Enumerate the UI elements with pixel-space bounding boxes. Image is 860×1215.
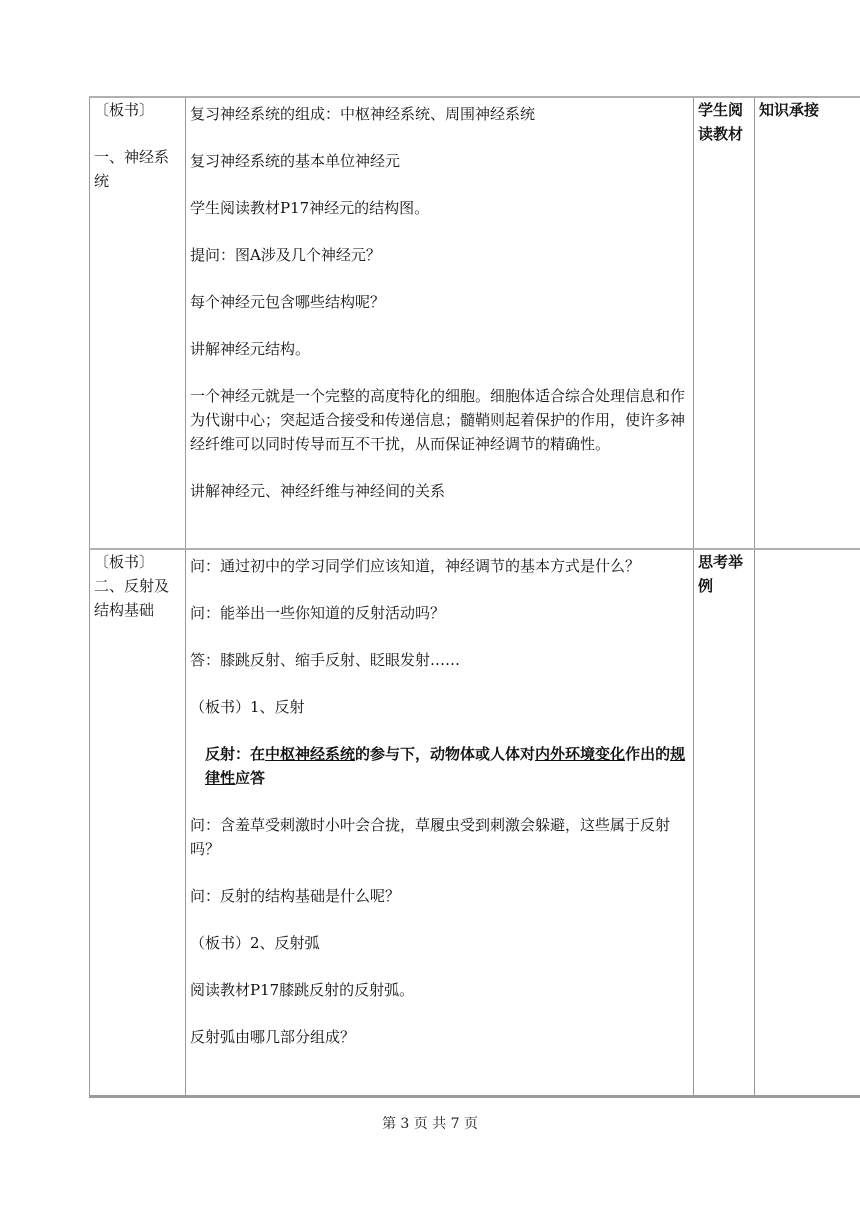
section-title: 一、神经系统 — [94, 148, 170, 190]
teaching-content-cell — [186, 549, 694, 1097]
content-line: 讲解神经元、神经纤维与神经间的关系 — [190, 482, 446, 500]
section-title: 〔板书〕二、反射及结构基础 — [94, 553, 170, 619]
section-label-cell — [90, 549, 186, 1097]
lesson-plan-table — [89, 96, 860, 1098]
content-line: 每个神经元包含哪些结构呢？ — [190, 293, 386, 311]
board-label: 〔板书〕 — [94, 101, 155, 119]
reflex-definition — [190, 742, 689, 790]
content-line: 讲解神经元结构。 — [190, 340, 311, 358]
section-label-cell — [90, 97, 186, 549]
page-footer: 第 3 页 共 7 页 — [381, 1116, 479, 1132]
content-line: （板书）1、反射 — [190, 698, 305, 716]
definition-text: 反射：在 — [205, 745, 266, 763]
content-line: 复习神经系统的组成：中枢神经系统、周围神经系统 — [190, 105, 536, 123]
definition-key-term: 中枢神经系统 — [265, 745, 356, 763]
definition-key-term: 内外环境变化 — [535, 745, 626, 763]
student-activity-cell: 思考举例 — [694, 549, 755, 1097]
content-line: 学生阅读教材P17神经元的结构图。 — [190, 199, 430, 217]
content-line: 复习神经系统的基本单位神经元 — [190, 152, 401, 170]
content-paragraph: 一个神经元就是一个完整的高度特化的细胞。细胞体适合综合处理信息和作为代谢中心；突起适合接受和传递信息；髓鞘则起着保护的作用，使许多神经纤维可以同时传导而互不干扰，从而保证神经调节的精确性。 — [190, 387, 686, 453]
content-line: 答：膝跳反射、缩手反射、眨眼发射…… — [190, 651, 461, 669]
content-line: 问：反射的结构基础是什么呢？ — [190, 887, 401, 905]
definition-key-term: 规律性 — [205, 745, 686, 787]
table-row — [90, 549, 860, 1097]
design-purpose-cell — [755, 549, 860, 1097]
design-purpose-cell: 知识承接 — [755, 97, 860, 549]
content-line: 反射弧由哪几部分组成？ — [190, 1028, 356, 1046]
content-line: （板书）2、反射弧 — [190, 934, 320, 952]
definition-text: 的参与下，动物体或人体对 — [355, 745, 536, 763]
definition-text: 应答 — [235, 769, 266, 787]
content-line: 阅读教材P17膝跳反射的反射弧。 — [190, 981, 415, 999]
teaching-content-cell — [186, 97, 694, 549]
student-activity-cell: 学生阅读教材 — [694, 97, 755, 549]
content-line: 问：能举出一些你知道的反射活动吗？ — [190, 604, 446, 622]
definition-text: 作出的 — [625, 745, 671, 763]
content-line: 提问：图A涉及几个神经元？ — [190, 246, 381, 264]
content-line: 问：含羞草受刺激时小叶会合拢，草履虫受到刺激会躲避，这些属于反射吗？ — [190, 816, 671, 858]
table-row — [90, 97, 860, 549]
content-line: 问：通过初中的学习同学们应该知道，神经调节的基本方式是什么？ — [190, 557, 641, 575]
